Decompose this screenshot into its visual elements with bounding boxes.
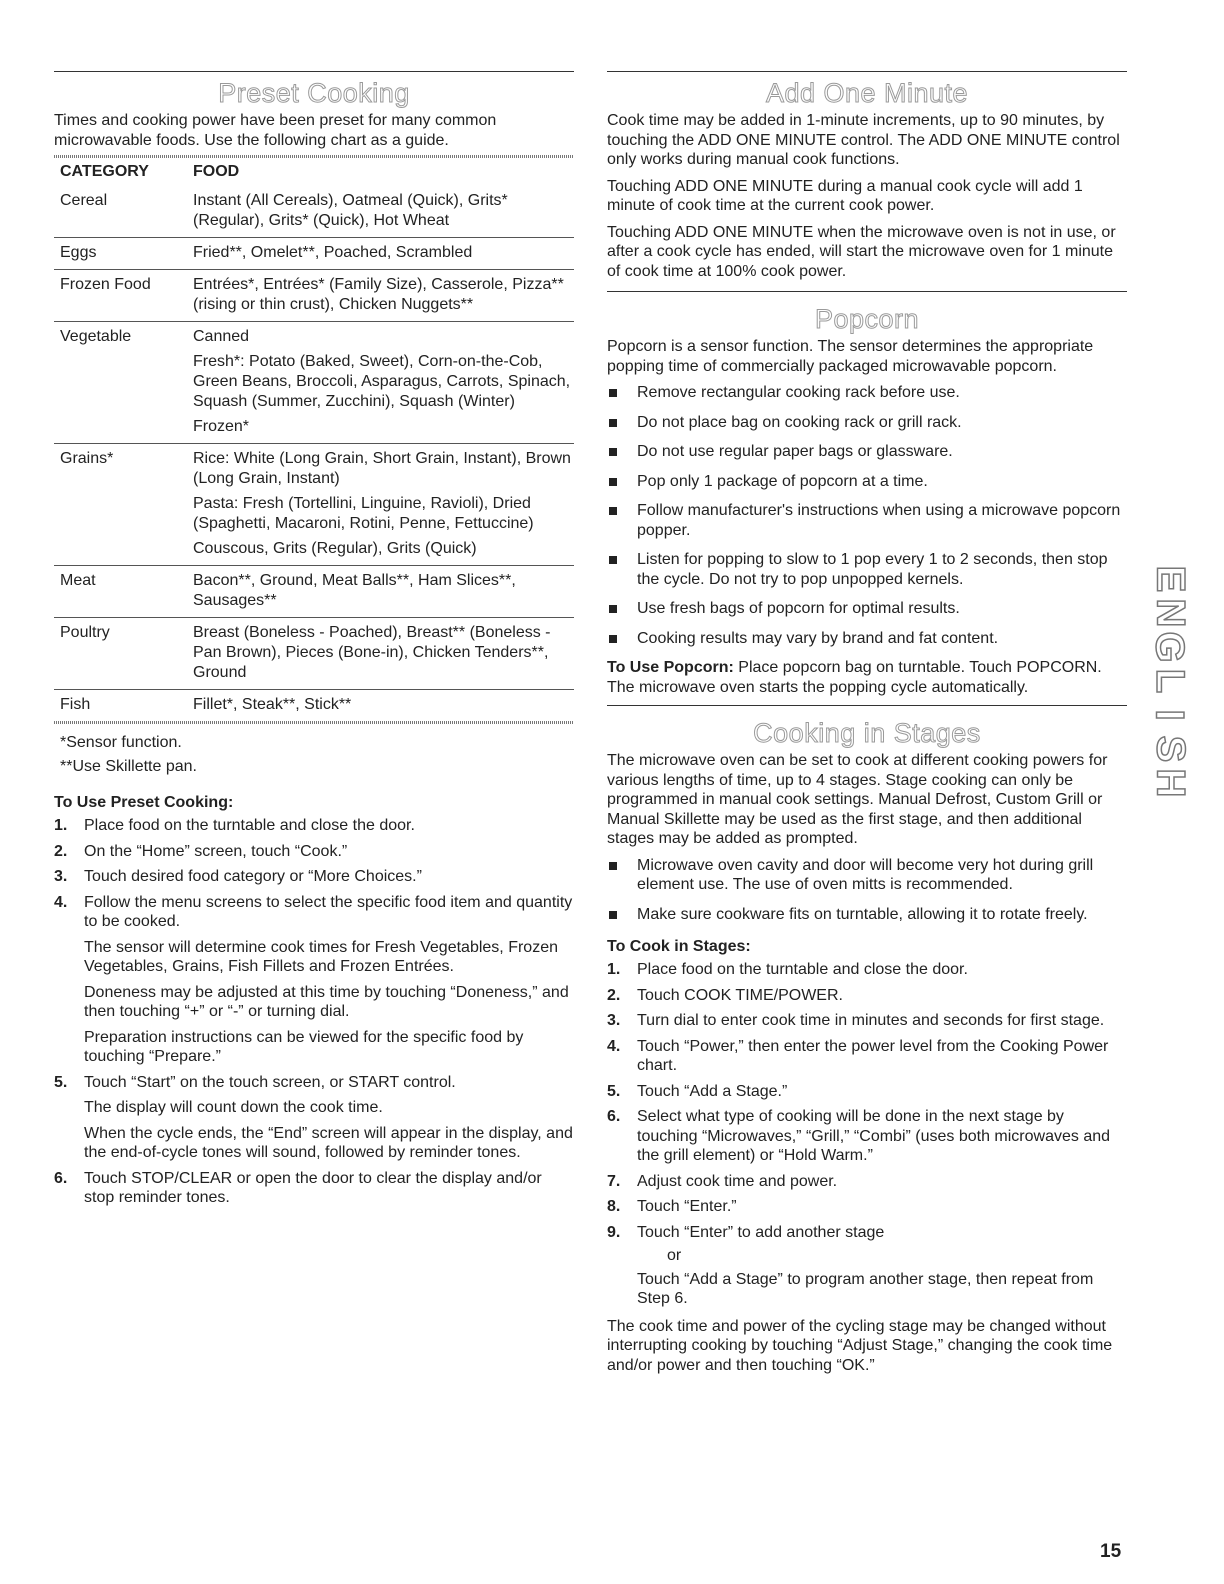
- step-item: [54, 816, 574, 836]
- step-item: [607, 1197, 1127, 1217]
- food-line: Entrées*, Entrées* (Family Size), Casserole, Pizza** (rising or thin crust), Chicken Nuggets**: [193, 276, 564, 313]
- stages-title: Cooking in Stages: [753, 718, 981, 748]
- step9-or: or: [667, 1247, 682, 1264]
- english-side-tab: [1147, 562, 1192, 798]
- step-number: 2.: [54, 842, 68, 860]
- right-column: [607, 0, 1127, 1382]
- step-subtext: When the cycle ends, the “End” screen will appear in the display, and the end-of-cycle tones will sound, followed by reminder tones.: [84, 1124, 573, 1161]
- step-item: [607, 1107, 1127, 1166]
- step-number: 1.: [54, 817, 68, 834]
- food-line: Breast (Boneless - Poached), Breast** (Boneless - Pan Brown), Pieces (Bone-in), Chicken Tenders**, Ground: [193, 624, 551, 681]
- step-item: [607, 1082, 1127, 1102]
- food-cell: [187, 618, 574, 690]
- food-cell: [187, 186, 574, 238]
- step-number: 6.: [54, 1169, 68, 1187]
- step-number: 4.: [607, 1037, 621, 1055]
- bullet-item: Listen for popping to slow to 1 pop every 1 to 2 seconds, then stop the cycle. Do not try to pop unpopped kernels.: [607, 550, 1127, 589]
- table-row: [54, 618, 574, 690]
- add-minute-paragraph: Touching ADD ONE MINUTE during a manual cook cycle will add 1 minute of cook time at the current cook power.: [607, 177, 1083, 214]
- section-rule: [54, 71, 574, 72]
- stages-bullets: [607, 856, 1127, 925]
- bullet-item: Remove rectangular cooking rack before use.: [607, 383, 1127, 403]
- step-text: Touch desired food category or “More Choices.”: [84, 868, 422, 885]
- table-row: [54, 566, 574, 618]
- table-row: [54, 186, 574, 238]
- food-cell: [187, 444, 574, 566]
- step-item: [607, 986, 1127, 1006]
- food-cell: [187, 322, 574, 444]
- side-tab-letter: H: [1147, 768, 1192, 798]
- bullet-item: Cooking results may vary by brand and fat content.: [607, 629, 1127, 649]
- page-number: 15: [1100, 1541, 1122, 1562]
- step-item: [607, 1223, 1127, 1243]
- food-line: Fresh*: Potato (Baked, Sweet), Corn-on-the-Cob, Green Beans, Broccoli, Asparagus, Carrots, Spinach, Squash (Summer, Zucchini), Squash (Winter): [193, 353, 571, 410]
- category-cell: Cereal: [54, 186, 187, 238]
- food-line: Rice: White (Long Grain, Short Grain, Instant), Brown (Long Grain, Instant): [193, 450, 571, 487]
- step9-alternative: Touch “Add a Stage” to program another stage, then repeat from Step 6.: [637, 1270, 1094, 1307]
- stages-howto-title: To Cook in Stages:: [607, 938, 751, 955]
- bullet-item: Follow manufacturer's instructions when using a microwave popcorn popper.: [607, 501, 1127, 540]
- preset-intro: Times and cooking power have been preset for many common microwavable foods. Use the following chart as a guide.: [54, 112, 497, 149]
- preset-cooking-title: Preset Cooking: [218, 78, 410, 108]
- popcorn-intro: Popcorn is a sensor function. The sensor determines the appropriate popping time of commercially packaged microwavable popcorn.: [607, 338, 1094, 375]
- step-number: 8.: [607, 1198, 621, 1215]
- side-tab-letter: I: [1148, 709, 1192, 721]
- step-text: Place food on the turntable and close the door.: [637, 961, 968, 978]
- table-bottom-hatch: [54, 721, 574, 724]
- step-item: [54, 1073, 574, 1163]
- step-number: 2.: [607, 986, 621, 1004]
- bullet-item: Microwave oven cavity and door will become very hot during grill element use. The use of oven mitts is recommended.: [607, 856, 1127, 895]
- category-cell: Frozen Food: [54, 270, 187, 322]
- add-minute-paragraph: Touching ADD ONE MINUTE when the microwave oven is not in use, or after a cook cycle has ended, will start the microwave oven for 1 minute of cook time at 100% cook power.: [607, 223, 1116, 280]
- category-cell: Meat: [54, 566, 187, 618]
- preset-table: [54, 158, 574, 721]
- add-minute-title: Add One Minute: [765, 78, 969, 108]
- category-cell: Poultry: [54, 618, 187, 690]
- food-line: Couscous, Grits (Regular), Grits (Quick): [193, 540, 477, 557]
- food-line: Bacon**, Ground, Meat Balls**, Ham Slices**, Sausages**: [193, 572, 516, 609]
- add-minute-body: [607, 111, 1127, 281]
- stages-steps: [607, 960, 1127, 1242]
- preset-table-body: [54, 186, 574, 721]
- step-subtext: Doneness may be adjusted at this time by touching “Doneness,” and then touching “+” or “-” or turning dial.: [84, 983, 569, 1020]
- category-cell: Fish: [60, 696, 91, 713]
- step-text: On the “Home” screen, touch “Cook.”: [84, 842, 348, 860]
- step-number: 7.: [607, 1172, 621, 1190]
- category-cell: Grains*: [54, 444, 187, 566]
- food-line: Frozen*: [193, 418, 250, 435]
- skillette-note: **Use Skillette pan.: [60, 758, 197, 775]
- step-number: 4.: [54, 893, 68, 911]
- step-item: [54, 842, 574, 862]
- sensor-note: *Sensor function.: [60, 734, 182, 751]
- popcorn-use: [607, 658, 1127, 697]
- step-item: [54, 893, 574, 1067]
- step-text: Turn dial to enter cook time in minutes and seconds for first stage.: [637, 1012, 1105, 1029]
- food-line: Fillet*, Steak**, Stick**: [193, 696, 352, 713]
- category-header: CATEGORY: [60, 163, 149, 180]
- step-number: 3.: [54, 868, 68, 885]
- step-item: [607, 1037, 1127, 1076]
- step-item: [607, 1011, 1127, 1031]
- step-text: Touch STOP/CLEAR or open the door to clear the display and/or stop reminder tones.: [84, 1169, 542, 1206]
- section-rule: [607, 705, 1127, 706]
- popcorn-use-text: Place popcorn bag on turntable. Touch POPCORN. The microwave oven starts the popping cycle automatically.: [607, 659, 1102, 696]
- food-cell: [187, 270, 574, 322]
- step-text: Touch COOK TIME/POWER.: [637, 986, 843, 1004]
- preset-steps: [54, 816, 574, 1208]
- side-tab-letter: L: [1148, 668, 1192, 694]
- food-line: Canned: [193, 328, 250, 345]
- bullet-item: Use fresh bags of popcorn for optimal results.: [607, 599, 1127, 619]
- food-line: Fried**, Omelet**, Poached, Scrambled: [193, 244, 473, 261]
- food-cell: [187, 690, 574, 722]
- food-cell: [187, 566, 574, 618]
- bullet-item: Pop only 1 package of popcorn at a time.: [607, 472, 1127, 492]
- table-row: [54, 444, 574, 566]
- step-text: Place food on the turntable and close the door.: [84, 817, 415, 834]
- add-minute-paragraph: Cook time may be added in 1-minute increments, up to 90 minutes, by touching the ADD ONE MINUTE control. The ADD ONE MINUTE control only works during manual cook functions.: [607, 112, 1120, 168]
- bullet-item: Do not place bag on cooking rack or grill rack.: [607, 413, 1127, 433]
- step-subtext: The sensor will determine cook times for Fresh Vegetables, Frozen Vegetables, Grains, Fish Fillets and Frozen Entrées.: [84, 938, 558, 975]
- step-subtext: The display will count down the cook time.: [84, 1099, 383, 1116]
- step-item: [607, 1172, 1127, 1192]
- step-number: 3.: [607, 1012, 621, 1029]
- stages-closing: The cook time and power of the cycling stage may be changed without interrupting cooking by touching “Adjust Stage,” changing the cook time and/or power and then touching “OK.”: [607, 1317, 1113, 1374]
- step-number: 5.: [54, 1073, 68, 1091]
- side-tab-letter: N: [1147, 598, 1192, 628]
- step-text: Touch “Start” on the touch screen, or START control.: [84, 1073, 456, 1091]
- table-row: [54, 270, 574, 322]
- step-item: [54, 1169, 574, 1208]
- food-line: Instant (All Cereals), Oatmeal (Quick), Grits* (Regular), Grits* (Quick), Hot Wheat: [193, 192, 508, 229]
- step-item: [607, 960, 1127, 980]
- food-header: FOOD: [193, 163, 240, 180]
- stages-intro: The microwave oven can be set to cook at different cooking powers for various lengths of time, up to 4 stages. Stage cooking can only be programmed in manual cook settings. Manual Defrost, Custom Grill or Manual Skillette may be used as the first stage, and then additional stages may be added as prompted.: [607, 752, 1108, 847]
- section-rule: [607, 71, 1127, 72]
- popcorn-use-lead: To Use Popcorn:: [607, 659, 734, 676]
- step-text: Touch “Add a Stage.”: [637, 1082, 788, 1100]
- step-text: Touch “Power,” then enter the power level from the Cooking Power chart.: [637, 1037, 1109, 1074]
- category-cell: Eggs: [54, 238, 187, 270]
- table-row: [54, 238, 574, 270]
- step-number: 9.: [607, 1223, 621, 1241]
- side-tab-letter: G: [1148, 631, 1192, 663]
- popcorn-title: Popcorn: [814, 304, 920, 334]
- food-cell: [187, 238, 574, 270]
- category-cell: Vegetable: [54, 322, 187, 444]
- step-text: Follow the menu screens to select the specific food item and quantity to be cooked.: [84, 893, 573, 930]
- table-row: [54, 322, 574, 444]
- step-text: Touch “Enter.”: [637, 1198, 737, 1215]
- table-row: [54, 690, 574, 722]
- step-text: Touch “Enter” to add another stage: [637, 1223, 885, 1241]
- side-tab-letter: S: [1148, 735, 1192, 763]
- side-tab-letter: E: [1148, 565, 1192, 593]
- step-number: 5.: [607, 1082, 621, 1100]
- left-column: [54, 0, 574, 1214]
- bullet-item: Make sure cookware fits on turntable, allowing it to rotate freely.: [607, 905, 1127, 925]
- bullet-item: Do not use regular paper bags or glassware.: [607, 442, 1127, 462]
- step-number: 6.: [607, 1108, 621, 1125]
- step-subtext: Preparation instructions can be viewed for the specific food by touching “Prepare.”: [84, 1028, 524, 1065]
- step-text: Adjust cook time and power.: [637, 1172, 838, 1190]
- step-item: [54, 867, 574, 887]
- popcorn-bullets: [607, 383, 1127, 648]
- preset-howto-title: To Use Preset Cooking:: [54, 794, 234, 811]
- step-number: 1.: [607, 961, 621, 978]
- food-line: Pasta: Fresh (Tortellini, Linguine, Ravioli), Dried (Spaghetti, Macaroni, Rotini, Penne, Fettuccine): [193, 495, 534, 532]
- section-rule: [607, 291, 1127, 292]
- step-text: Select what type of cooking will be done in the next stage by touching “Microwaves,” “Grill,” “Combi” (uses both microwaves and the grill element) or “Hold Warm.”: [637, 1108, 1111, 1164]
